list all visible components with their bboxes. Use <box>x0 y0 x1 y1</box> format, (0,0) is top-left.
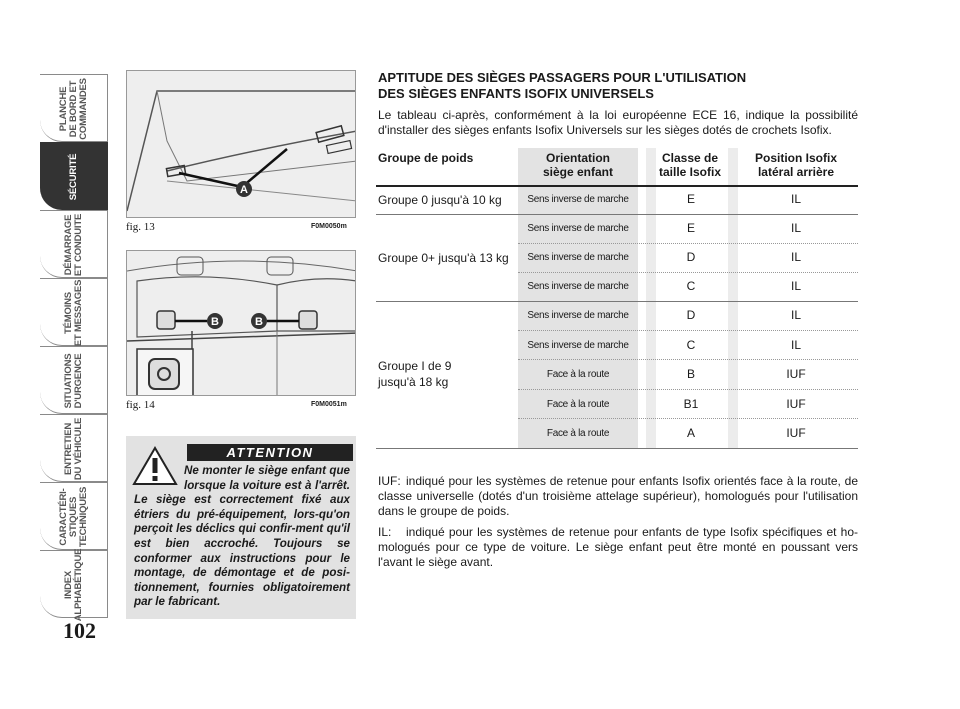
note-text: indiqué pour les systèmes de retenue pour enfants Isofix orientés face à la route, de classe universelle (dotés d'un troisième attelage supérieur), homologués pour l'utilisation dans le groupe de poids. <box>378 474 858 518</box>
note-il <box>378 525 858 570</box>
table-row-position: IL <box>790 308 801 322</box>
row-divider <box>518 272 858 273</box>
table-row-orientation: Sens inverse de marche <box>527 252 629 263</box>
tab-label: TÉMOINS ET MESSAGES <box>63 279 84 347</box>
table-row-classe: D <box>686 308 696 322</box>
tab-demarrage[interactable] <box>40 210 108 278</box>
row-divider <box>518 418 858 419</box>
tab-caracteristiques[interactable] <box>40 482 108 550</box>
figure-14 <box>126 250 356 396</box>
tab-label: ENTRETIEN DU VÉHICULE <box>63 417 84 481</box>
table-row-position: IUF <box>786 426 806 440</box>
group-1: Groupe I de 9 jusqu'à 18 kg <box>378 359 452 389</box>
table-row-orientation: Sens inverse de marche <box>527 194 629 205</box>
note-iuf <box>378 474 858 519</box>
header-position: Position Isofix latéral arrière <box>754 151 837 179</box>
row-divider <box>518 359 858 360</box>
tab-temoins[interactable] <box>40 278 108 346</box>
table-row-classe: B1 <box>683 397 699 411</box>
tab-label: PLANCHE DE BORD ET COMMANDES <box>58 78 89 140</box>
table-header-rule <box>376 185 858 187</box>
figure-14-code: F0M0051m <box>311 401 347 408</box>
table-row-orientation: Sens inverse de marche <box>527 223 629 234</box>
tab-label: CARACTÉRI- STIQUES TECHNIQUES <box>58 486 89 548</box>
tab-label: DÉMARRAGE ET CONDUITE <box>63 213 84 277</box>
marker-b-right-label: B <box>255 316 263 328</box>
table-row-orientation: Face à la route <box>546 399 610 410</box>
note-text: indiqué pour les systèmes de retenue pour enfants de type Isofix spécifiques et ho-mologués pour ce type de voiture. Le siège enfant peut être monté en poussant vers l'avant le siège avant. <box>378 525 858 569</box>
column-separator <box>646 148 656 448</box>
row-divider <box>376 301 858 302</box>
table-row-position: IL <box>790 279 801 293</box>
table-row-position: IL <box>790 192 801 206</box>
figure-13-code: F0M0050m <box>311 223 347 230</box>
table-row-position: IL <box>790 250 801 264</box>
attention-text <box>134 464 350 610</box>
figure-14-caption: fig. 14 <box>126 399 155 411</box>
tab-label: SITUATIONS D'URGENCE <box>63 353 84 409</box>
section-title: APTITUDE DES SIÈGES PASSAGERS POUR L'UTILISATION DES SIÈGES ENFANTS ISOFIX UNIVERSELS <box>378 70 747 101</box>
tab-securite[interactable] <box>40 142 108 210</box>
section-intro: Le tableau ci-après, conformément à la loi européenne ECE 16, indique la possibilité d'installer des sièges enfants Isofix Universels sur les sièges dotés de crochets Isofix. <box>378 108 858 137</box>
table-row-position: IUF <box>786 397 806 411</box>
table-row-classe: C <box>686 279 696 293</box>
table-row-classe: C <box>686 338 696 352</box>
note-key: IUF: <box>378 474 401 488</box>
table-row-classe: E <box>686 221 695 235</box>
table-row-classe: B <box>686 367 695 381</box>
page-number: 102 <box>63 618 96 643</box>
header-orientation: Orientation siège enfant <box>542 151 614 179</box>
tab-label: SÉCURITÉ <box>68 153 79 201</box>
attention-text-content: Ne monter le siège enfant que lorsque la voiture est à l'arrêt. Le siège est correctement fixé aux étriers du pré-équipement, lors-qu'on perçoit les déclics qui confir-ment qu'il est bien accroché. Toujours se conformer aux instructions pour le montage, de démontage et de posi-tionnement, fournies obligatoirement par le fabricant. <box>134 464 350 609</box>
tab-entretien[interactable] <box>40 414 108 482</box>
table-row-orientation: Sens inverse de marche <box>527 340 629 351</box>
tab-index[interactable] <box>40 548 108 622</box>
group-0: Groupe 0 jusqu'à 10 kg <box>378 193 502 207</box>
isofix-seat-illustration <box>127 71 356 218</box>
table-row-orientation: Sens inverse de marche <box>527 310 629 321</box>
header-classe: Classe de taille Isofix <box>658 151 722 179</box>
table-row-classe: A <box>686 426 695 440</box>
icon-spacer <box>134 464 184 492</box>
attention-label: ATTENTION <box>187 444 353 461</box>
table-row-orientation: Sens inverse de marche <box>527 281 629 292</box>
tab-situations[interactable] <box>40 346 108 414</box>
row-divider <box>518 330 858 331</box>
table-row-position: IUF <box>786 367 806 381</box>
tab-label: INDEX ALPHABÉTIQUE <box>63 548 84 622</box>
group-0-plus: Groupe 0+ jusqu'à 13 kg <box>378 251 509 265</box>
note-key: IL: <box>378 525 392 539</box>
marker-b-left-label: B <box>211 316 219 328</box>
row-divider <box>376 214 858 215</box>
table-row-classe: E <box>686 192 695 206</box>
attention-box <box>126 436 356 619</box>
row-divider <box>376 448 858 449</box>
table-row-position: IL <box>790 338 801 352</box>
table-row-position: IL <box>790 221 801 235</box>
table-row-orientation: Face à la route <box>546 369 610 380</box>
tab-planche-de-bord[interactable] <box>40 74 108 142</box>
table-row-classe: D <box>686 250 696 264</box>
header-groupe: Groupe de poids <box>378 151 474 165</box>
table-row-orientation: Face à la route <box>546 428 610 439</box>
row-divider <box>518 243 858 244</box>
marker-a-label: A <box>240 184 248 196</box>
figure-13-caption: fig. 13 <box>126 221 155 233</box>
rear-seat-isofix-illustration <box>127 251 356 396</box>
figure-13 <box>126 70 356 218</box>
row-divider <box>518 389 858 390</box>
column-separator <box>728 148 738 448</box>
